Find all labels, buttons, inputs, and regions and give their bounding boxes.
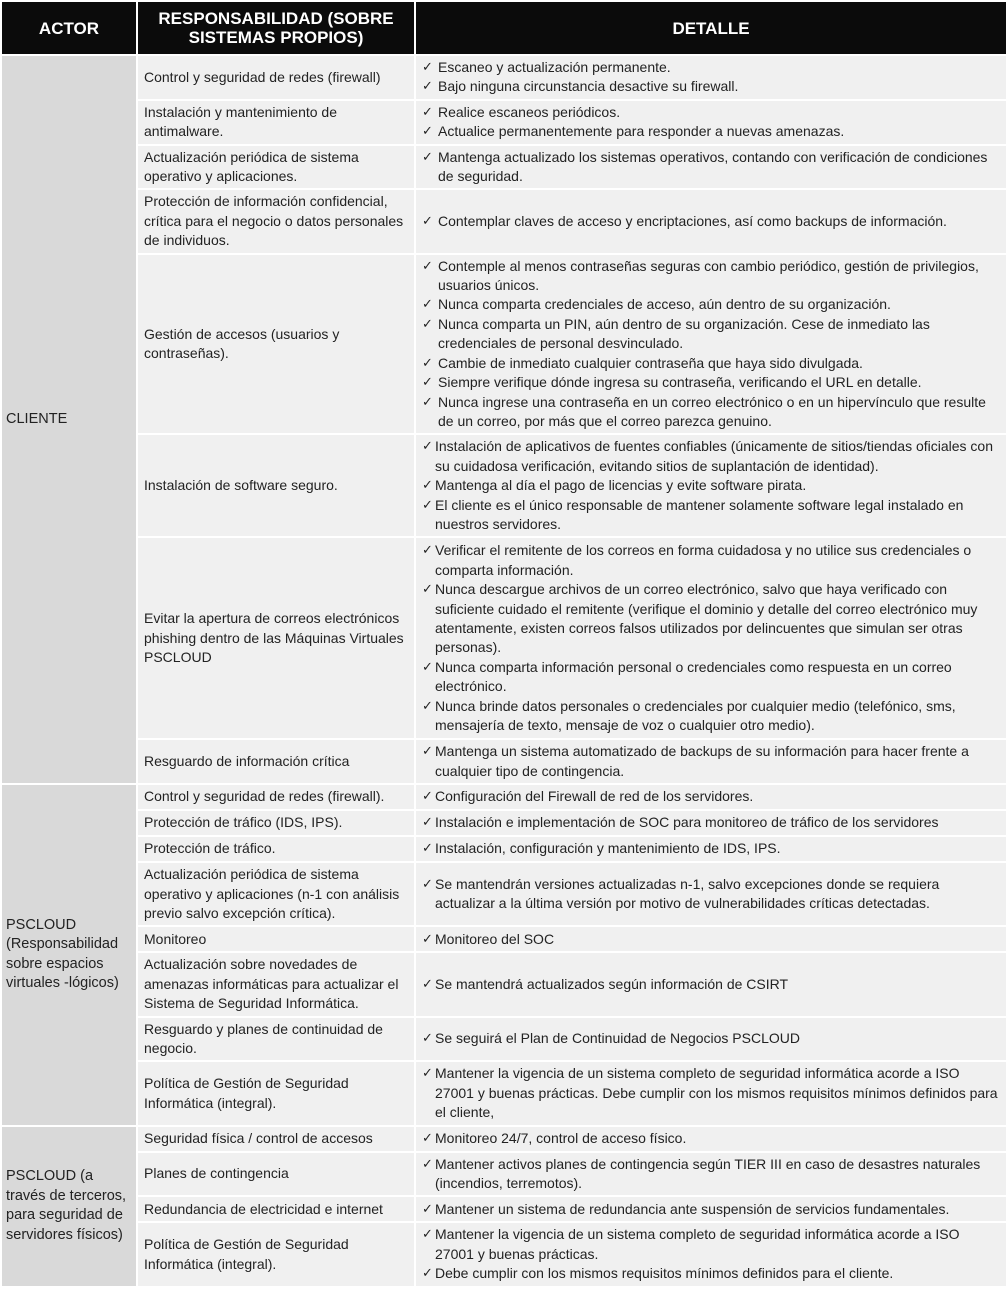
- detail-item: [422, 930, 1000, 949]
- responsibility-cell: Política de Gestión de Seguridad Informática (integral).: [138, 1062, 414, 1124]
- detail-list: [422, 58, 1000, 97]
- check-icon: ✓: [422, 543, 433, 559]
- check-icon: ✓: [422, 1227, 433, 1243]
- detail-item: [422, 58, 1000, 77]
- detail-list: [422, 1029, 1000, 1048]
- detail-text: Cambie de inmediato cualquier contraseña que haya sido divulgada.: [438, 354, 863, 371]
- check-icon: ✓: [422, 497, 433, 513]
- detail-text: Nunca comparta credenciales de acceso, aún dentro de su organización.: [438, 296, 891, 313]
- detail-item: [422, 875, 1000, 914]
- detail-text: El cliente es el único responsable de mantener solamente software legal instalado en nuestros servidores.: [435, 496, 964, 532]
- check-icon: ✓: [422, 297, 433, 313]
- detail-text: Mantener un sistema de redundancia ante suspensión de servicios fundamentales.: [435, 1200, 950, 1217]
- detail-text: Mantenga un sistema automatizado de backups de su información para hacer frente a cualquier tipo de contingencia.: [435, 743, 969, 779]
- detail-text: Mantener la vigencia de un sistema completo de seguridad informática acorde a ISO 27001 y buenas prácticas.: [435, 1226, 960, 1262]
- header-detail: DETALLE: [416, 2, 1006, 54]
- header-row: [2, 2, 1006, 54]
- table-row: [2, 190, 1006, 252]
- detail-list: [422, 813, 1000, 832]
- detail-cell: [416, 1153, 1006, 1196]
- table-row: [2, 146, 1006, 189]
- detail-list: [422, 212, 1000, 231]
- detail-item: [422, 1200, 1000, 1219]
- responsibility-cell: Control y seguridad de redes (firewall).: [138, 785, 414, 809]
- detail-text: Realice escaneos periódicos.: [438, 103, 621, 120]
- responsibility-cell: Protección de tráfico.: [138, 837, 414, 861]
- responsibility-cell: Protección de tráfico (IDS, IPS).: [138, 811, 414, 835]
- detail-text: Verificar el remitente de los correos en forma cuidadosa y no utilice sus credenciales o comparta información.: [435, 542, 972, 578]
- detail-item: [422, 354, 1000, 373]
- responsibility-cell: Protección de información confidencial, crítica para el negocio o datos personales de individuos.: [138, 190, 414, 252]
- responsibility-cell: Seguridad física / control de accesos: [138, 1127, 414, 1151]
- detail-text: Instalación e implementación de SOC para monitoreo de tráfico de los servidores: [435, 814, 939, 831]
- detail-text: Instalación de aplicativos de fuentes confiables (únicamente de sitios/tiendas oficiales con su cuidadosa verificación, evitando sitios de suplantación de identidad).: [435, 438, 993, 474]
- detail-item: [422, 1264, 1000, 1283]
- detail-cell: [416, 785, 1006, 809]
- detail-list: [422, 1200, 1000, 1219]
- table-row: [2, 811, 1006, 835]
- detail-text: Bajo ninguna circunstancia desactive su firewall.: [438, 78, 739, 95]
- detail-list: [422, 1129, 1000, 1148]
- detail-cell: [416, 255, 1006, 434]
- detail-list: [422, 103, 1000, 142]
- check-icon: ✓: [422, 1266, 433, 1282]
- detail-text: Mantenga actualizado los sistemas operativos, contando con verificación de condiciones de seguridad.: [438, 148, 988, 185]
- detail-item: [422, 315, 1000, 354]
- detail-text: Monitoreo 24/7, control de acceso físico.: [435, 1129, 687, 1146]
- check-icon: ✓: [422, 698, 433, 714]
- detail-item: [422, 697, 1000, 736]
- detail-item: [422, 742, 1000, 781]
- detail-cell: [416, 953, 1006, 1015]
- detail-text: Actualice permanentemente para responder a nuevas amenazas.: [438, 123, 845, 140]
- detail-list: [422, 975, 1000, 994]
- detail-text: Siempre verifique dónde ingresa su contraseña, verificando el URL en detalle.: [438, 374, 922, 391]
- detail-cell: [416, 435, 1006, 536]
- detail-item: [422, 373, 1000, 392]
- detail-cell: [416, 538, 1006, 738]
- responsibility-cell: Monitoreo: [138, 927, 414, 951]
- check-icon: ✓: [422, 104, 433, 120]
- check-icon: ✓: [422, 394, 433, 410]
- detail-text: Escaneo y actualización permanente.: [438, 59, 671, 75]
- detail-text: Monitoreo del SOC: [435, 930, 555, 947]
- detail-text: Se mantendrán versiones actualizadas n-1, salvo excepciones donde se requiera actualizar a la última versión por motivo de vulnerabilidades críticas detectadas.: [435, 875, 940, 912]
- detail-item: [422, 839, 1000, 858]
- detail-list: [422, 257, 1000, 432]
- detail-cell: [416, 1127, 1006, 1151]
- detail-text: Nunca brinde datos personales o credenciales por cualquier medio (telefónico, sms, mensajería de texto, mensaje de voz o cualquier otro medio).: [435, 697, 956, 733]
- check-icon: ✓: [422, 60, 433, 75]
- check-icon: ✓: [422, 1201, 433, 1217]
- detail-text: Instalación, configuración y mantenimiento de IDS, IPS.: [435, 840, 781, 857]
- detail-text: Nunca comparta información personal o credenciales como respuesta en un correo electrónico.: [435, 658, 952, 695]
- detail-item: [422, 496, 1000, 535]
- check-icon: ✓: [422, 375, 433, 391]
- table-row: [2, 837, 1006, 861]
- detail-item: [422, 975, 1000, 994]
- detail-cell: [416, 1062, 1006, 1124]
- detail-list: [422, 437, 1000, 534]
- check-icon: ✓: [422, 931, 433, 947]
- check-icon: ✓: [422, 316, 433, 332]
- detail-item: [422, 787, 1000, 806]
- detail-item: [422, 580, 1000, 658]
- detail-list: [422, 1225, 1000, 1283]
- detail-item: [422, 148, 1000, 187]
- detail-item: [422, 1225, 1000, 1264]
- table-row: [2, 435, 1006, 536]
- check-icon: ✓: [422, 478, 433, 494]
- detail-item: [422, 437, 1000, 476]
- check-icon: ✓: [422, 815, 433, 831]
- detail-text: Debe cumplir con los mismos requisitos mínimos definidos para el cliente.: [435, 1265, 894, 1282]
- check-icon: ✓: [422, 1156, 433, 1172]
- detail-cell: [416, 837, 1006, 861]
- check-icon: ✓: [422, 439, 433, 455]
- detail-text: Nunca ingrese una contraseña en un correo electrónico o en un hipervínculo que resulte de un correo, por más que el correo parezca genuino.: [438, 393, 986, 429]
- detail-list: [422, 541, 1000, 735]
- detail-item: [422, 77, 1000, 96]
- detail-item: [422, 295, 1000, 314]
- table-row: [2, 1223, 1006, 1285]
- check-icon: ✓: [422, 124, 433, 140]
- table-row: [2, 863, 1006, 925]
- table-row: [2, 785, 1006, 809]
- responsibility-cell: Resguardo y planes de continuidad de negocio.: [138, 1018, 414, 1061]
- table-row: [2, 538, 1006, 738]
- detail-cell: [416, 1197, 1006, 1221]
- check-icon: ✓: [422, 149, 433, 165]
- check-icon: ✓: [422, 744, 433, 760]
- detail-cell: [416, 101, 1006, 144]
- detail-cell: [416, 1223, 1006, 1285]
- check-icon: ✓: [422, 1066, 433, 1082]
- table-row: [2, 1197, 1006, 1221]
- detail-list: [422, 742, 1000, 781]
- detail-text: Mantener la vigencia de un sistema completo de seguridad informática acorde a ISO 27001 y buenas prácticas. Debe cumplir con los mismos requisitos mínimos definidos para el cliente,: [435, 1065, 998, 1121]
- detail-list: [422, 787, 1000, 806]
- header-responsibility: RESPONSABILIDAD (SOBRE SISTEMAS PROPIOS): [138, 2, 414, 54]
- detail-cell: [416, 190, 1006, 252]
- check-icon: ✓: [422, 213, 433, 229]
- responsibility-cell: Actualización periódica de sistema operativo y aplicaciones (n-1 con análisis previo salvo excepción crítica).: [138, 863, 414, 925]
- table-row: [2, 927, 1006, 951]
- detail-item: [422, 393, 1000, 432]
- detail-text: Nunca comparta un PIN, aún dentro de su organización. Cese de inmediato las credenciales de personal desvinculado.: [438, 315, 930, 352]
- check-icon: ✓: [422, 841, 433, 857]
- actor-cell: PSCLOUD (a través de terceros, para seguridad de servidores físicos): [2, 1127, 136, 1286]
- responsibility-cell: Evitar la apertura de correos electrónicos phishing dentro de las Máquinas Virtuales PSCLOUD: [138, 538, 414, 738]
- table-row: [2, 1062, 1006, 1124]
- check-icon: ✓: [422, 79, 433, 95]
- detail-list: [422, 1155, 1000, 1194]
- responsibility-cell: Actualización sobre novedades de amenazas informáticas para actualizar el Sistema de Seguridad Informática.: [138, 953, 414, 1015]
- table-row: [2, 56, 1006, 99]
- detail-item: [422, 1029, 1000, 1048]
- detail-cell: [416, 863, 1006, 925]
- responsibility-cell: Gestión de accesos (usuarios y contraseñas).: [138, 255, 414, 434]
- check-icon: ✓: [422, 1031, 433, 1047]
- detail-item: [422, 476, 1000, 495]
- detail-text: Contemple al menos contraseñas seguras con cambio periódico, gestión de privilegios, usuarios únicos.: [438, 257, 979, 294]
- check-icon: ✓: [422, 582, 433, 598]
- detail-item: [422, 813, 1000, 832]
- detail-text: Mantenga al día el pago de licencias y evite software pirata.: [435, 477, 807, 494]
- responsibility-cell: Control y seguridad de redes (firewall): [138, 56, 414, 99]
- detail-text: Contemplar claves de acceso y encriptaciones, así como backups de información.: [438, 212, 947, 229]
- responsibility-cell: Redundancia de electricidad e internet: [138, 1197, 414, 1221]
- detail-text: Se mantendrá actualizados según información de CSIRT: [435, 975, 789, 992]
- detail-item: [422, 1129, 1000, 1148]
- table-row: [2, 740, 1006, 783]
- detail-cell: [416, 927, 1006, 951]
- detail-item: [422, 103, 1000, 122]
- detail-cell: [416, 56, 1006, 99]
- detail-item: [422, 122, 1000, 141]
- table-row: [2, 101, 1006, 144]
- header-actor: ACTOR: [2, 2, 136, 54]
- actor-cell: PSCLOUD (Responsabilidad sobre espacios virtuales -lógicos): [2, 785, 136, 1124]
- check-icon: ✓: [422, 789, 433, 805]
- detail-cell: [416, 146, 1006, 189]
- responsibility-cell: Resguardo de información crítica: [138, 740, 414, 783]
- check-icon: ✓: [422, 876, 433, 892]
- detail-cell: [416, 740, 1006, 783]
- table-row: [2, 1018, 1006, 1061]
- table-row: [2, 953, 1006, 1015]
- detail-text: Mantener activos planes de contingencia según TIER III en caso de desastres naturales (incendios, terremotos).: [435, 1155, 981, 1192]
- table-row: [2, 255, 1006, 434]
- detail-cell: [416, 811, 1006, 835]
- detail-item: [422, 541, 1000, 580]
- responsibility-cell: Actualización periódica de sistema operativo y aplicaciones.: [138, 146, 414, 189]
- responsibility-cell: Planes de contingencia: [138, 1153, 414, 1196]
- detail-list: [422, 930, 1000, 949]
- detail-text: Configuración del Firewall de red de los servidores.: [435, 788, 754, 805]
- detail-cell: [416, 1018, 1006, 1061]
- detail-item: [422, 658, 1000, 697]
- detail-text: Se seguirá el Plan de Continuidad de Negocios PSCLOUD: [435, 1030, 800, 1047]
- table-row: [2, 1127, 1006, 1151]
- detail-item: [422, 1064, 1000, 1122]
- check-icon: ✓: [422, 355, 433, 371]
- detail-list: [422, 148, 1000, 187]
- table-row: [2, 1153, 1006, 1196]
- responsibility-cell: Instalación de software seguro.: [138, 435, 414, 536]
- detail-list: [422, 1064, 1000, 1122]
- detail-item: [422, 257, 1000, 296]
- actor-cell: CLIENTE: [2, 56, 136, 783]
- detail-item: [422, 212, 1000, 231]
- check-icon: ✓: [422, 1130, 433, 1146]
- responsibility-cell: Instalación y mantenimiento de antimalware.: [138, 101, 414, 144]
- check-icon: ✓: [422, 258, 433, 274]
- detail-list: [422, 839, 1000, 858]
- responsibility-cell: Política de Gestión de Seguridad Informática (integral).: [138, 1223, 414, 1285]
- check-icon: ✓: [422, 659, 433, 675]
- detail-text: Nunca descargue archivos de un correo electrónico, salvo que haya verificado con suficiente cuidado el remitente (verifique el dominio y detalle del correo electrónico muy atentamente, existen correos falsos utilizados por delincuentes que simulan ser otras personas).: [435, 581, 978, 656]
- check-icon: ✓: [422, 976, 433, 992]
- detail-list: [422, 875, 1000, 914]
- detail-item: [422, 1155, 1000, 1194]
